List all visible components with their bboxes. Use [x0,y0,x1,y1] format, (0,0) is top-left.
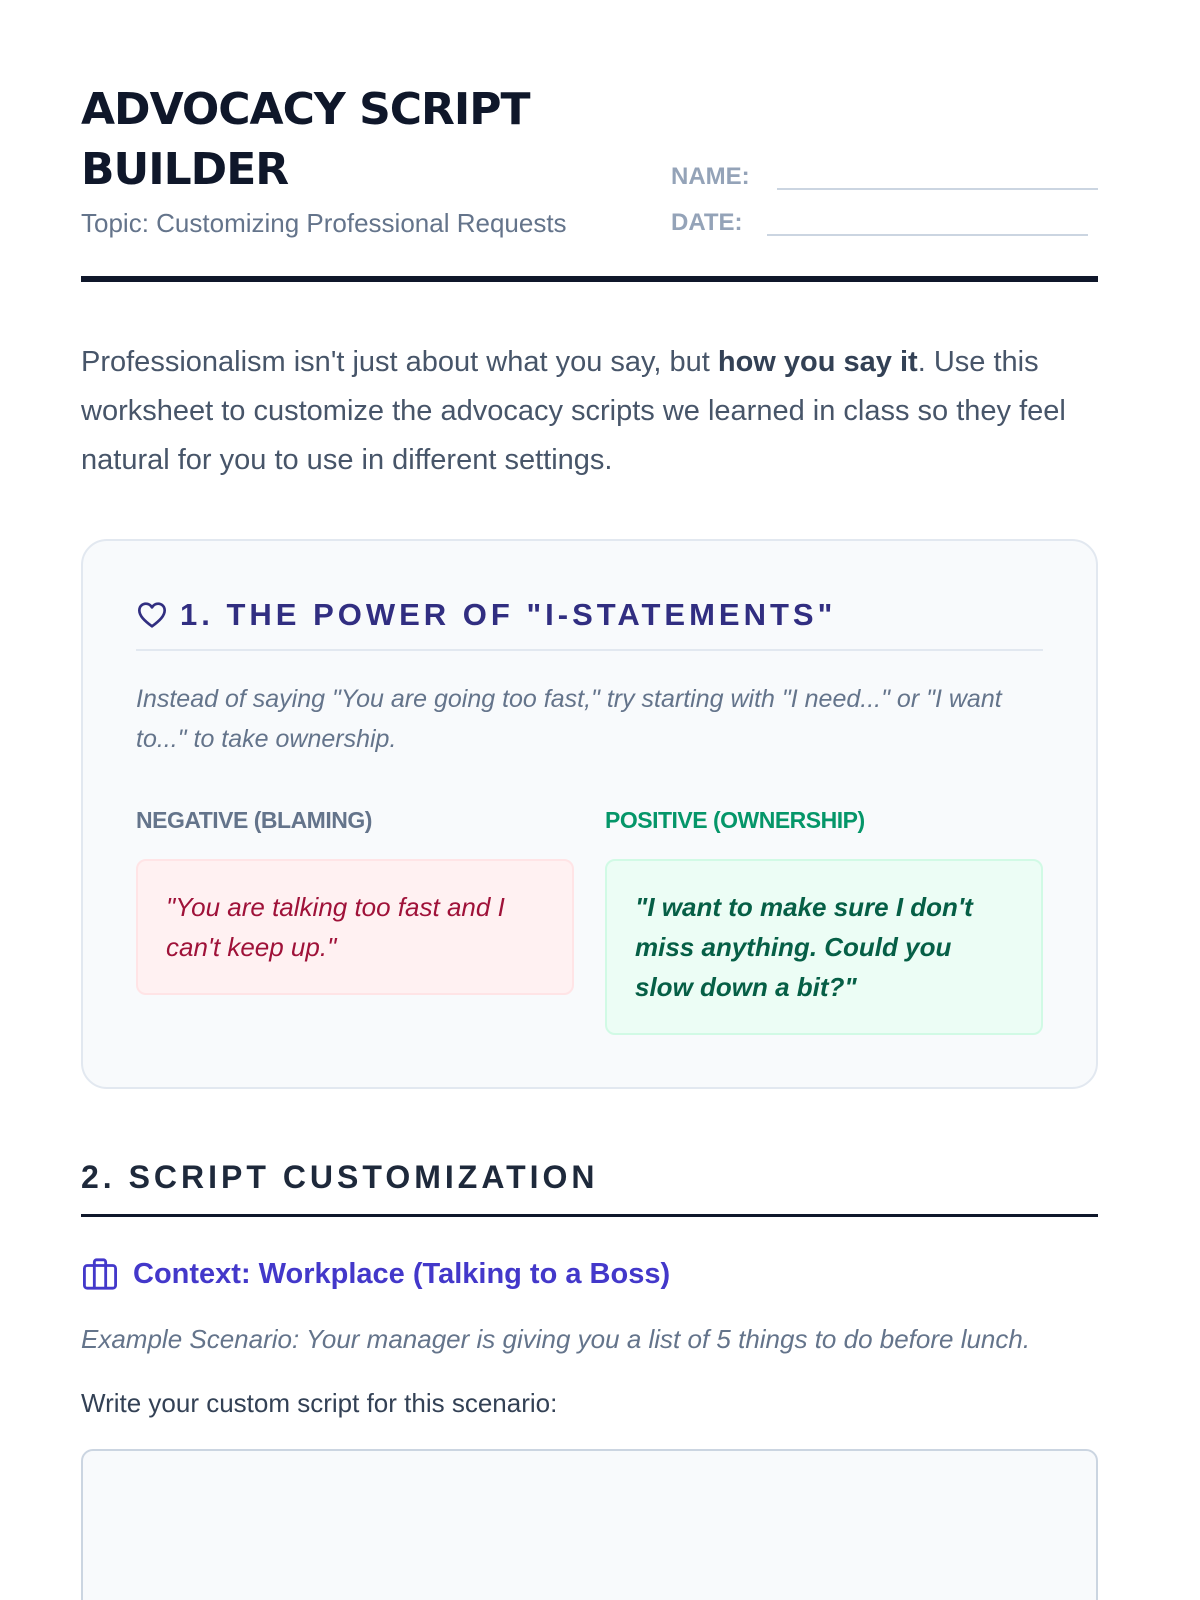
intro-text-bold: how you say it [717,346,918,378]
example-scenario: Example Scenario: Your manager is giving you a list of 5 things to do before lunch. [81,1324,1031,1354]
i-statements-card [81,539,1098,1089]
card-title: 1. THE POWER OF "I-STATEMENTS" [180,597,837,632]
script-prompt: Write your custom script for this scenario: [81,1388,558,1418]
name-field[interactable] [777,158,1098,190]
context-title: Context: Workplace (Talking to a Boss) [133,1257,671,1290]
page-title-line1: ADVOCACY SCRIPT [81,84,530,135]
page-title [81,80,651,200]
negative-column [136,805,574,1035]
date-field-row [671,204,1098,240]
comparison-row [136,805,1043,1035]
date-label: DATE: [671,209,743,236]
card-heading [136,597,1043,651]
page-subtitle: Topic: Customizing Professional Requests [81,208,567,238]
date-field[interactable] [767,204,1088,236]
name-date-fields [671,148,1098,240]
worksheet-header [81,80,1098,282]
positive-column [605,805,1043,1035]
negative-label: NEGATIVE (BLAMING) [136,807,372,833]
negative-quote: "You are talking too fast and I can't keep up." [136,859,574,995]
context-heading [81,1257,1098,1291]
name-label: NAME: [671,163,750,190]
section-2-title: 2. SCRIPT CUSTOMIZATION [81,1159,1098,1217]
title-block [81,80,651,240]
page-title-line2: BUILDER [81,144,289,195]
custom-script-answer-box[interactable] [81,1449,1098,1600]
heart-icon [136,599,168,631]
intro-text-part1: Professionalism isn't just about what you say, but [81,346,718,378]
intro-text-part2: . Use this worksheet to customize the advocacy scripts we learned in class so they feel natural for you to use in different settings. [81,346,1066,476]
positive-label: POSITIVE (OWNERSHIP) [605,807,865,833]
card-note: Instead of saying "You are going too fast," try starting with "I need..." or "I want to..." to take ownership. [136,685,1002,753]
intro-paragraph [81,338,1098,485]
name-field-row [671,158,1098,194]
positive-quote: "I want to make sure I don't miss anything. Could you slow down a bit?" [605,859,1043,1035]
briefcase-icon [81,1257,119,1291]
